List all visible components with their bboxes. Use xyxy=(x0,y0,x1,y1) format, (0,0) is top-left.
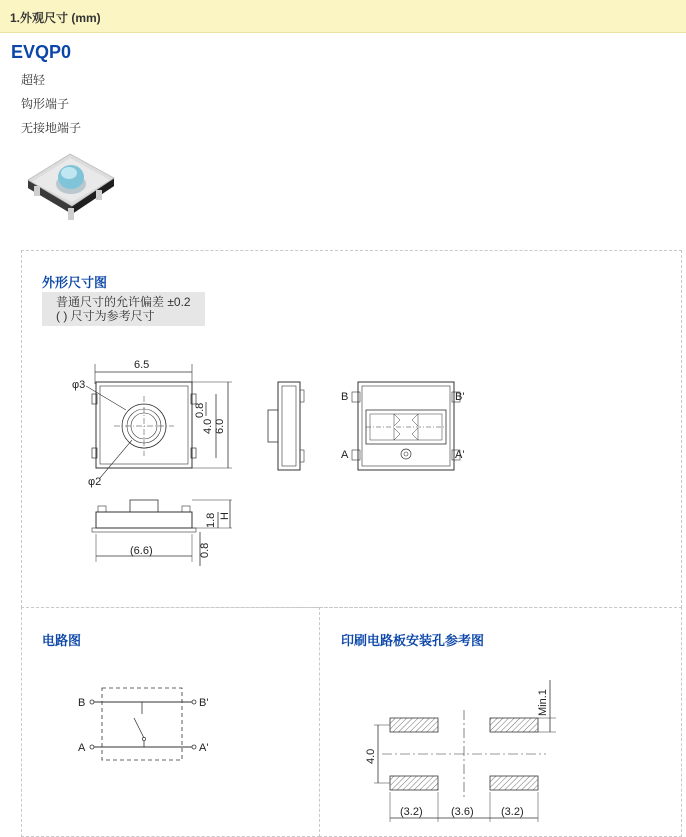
bottom-view-drawing xyxy=(338,378,478,476)
feature-item: 超轻 xyxy=(21,73,46,87)
pin-b-prime: B' xyxy=(455,391,465,403)
dim-height: 6.0 xyxy=(214,418,226,434)
dim-inner-b: 0.8 xyxy=(194,402,206,418)
circuit-pin-b: B xyxy=(78,697,86,709)
model-name: EVQP0 xyxy=(11,42,72,62)
pin-a: A xyxy=(341,449,349,461)
pcb-dim-d1: (3.2) xyxy=(400,806,423,818)
outline-title: 外形尺寸图 xyxy=(42,275,108,290)
pcb-title: 印刷电路板安装孔参考图 xyxy=(341,633,485,648)
dim-inner-a: 4.0 xyxy=(202,418,214,434)
feature-item: 钩形端子 xyxy=(21,97,70,111)
circuit-pin-b-prime: B' xyxy=(199,697,209,709)
dim-bottom-thickness: 0.8 xyxy=(199,542,211,558)
product-image xyxy=(24,144,120,230)
dim-side-H: H xyxy=(219,512,231,520)
circuit-pin-a: A xyxy=(78,742,86,754)
side-view-drawing xyxy=(262,378,312,474)
dim-width: 6.5 xyxy=(134,359,150,371)
dim-phi3: φ3 xyxy=(72,379,86,391)
circuit-pin-a-prime: A' xyxy=(199,742,209,754)
reference-note: ( ) 尺寸为参考尺寸 xyxy=(56,309,155,323)
tolerance-note-box xyxy=(42,292,205,326)
pcb-dim-d3: (3.2) xyxy=(501,806,524,818)
feature-item: 无接地端子 xyxy=(21,121,82,135)
pcb-dim-min: Min.1 xyxy=(537,689,549,716)
pin-b: B xyxy=(341,391,349,403)
dim-side-h: 1.8 xyxy=(205,512,217,528)
section-header xyxy=(0,0,686,33)
top-view-drawing xyxy=(60,350,250,490)
pcb-dim-d2: (3.6) xyxy=(451,806,474,818)
tolerance-note: 普通尺寸的允许偏差 ±0.2 xyxy=(56,295,191,309)
section-title: 1.外观尺寸 (mm) xyxy=(10,11,101,25)
pin-a-prime: A' xyxy=(455,449,465,461)
pcb-hole-diagram xyxy=(360,674,570,824)
circuit-diagram xyxy=(74,684,224,764)
pcb-dim-pitch: 4.0 xyxy=(365,748,377,764)
circuit-title: 电路图 xyxy=(42,633,82,648)
front-view-drawing xyxy=(88,494,248,572)
dim-bottom-width: (6.6) xyxy=(130,545,153,557)
dim-phi2: φ2 xyxy=(88,476,102,488)
